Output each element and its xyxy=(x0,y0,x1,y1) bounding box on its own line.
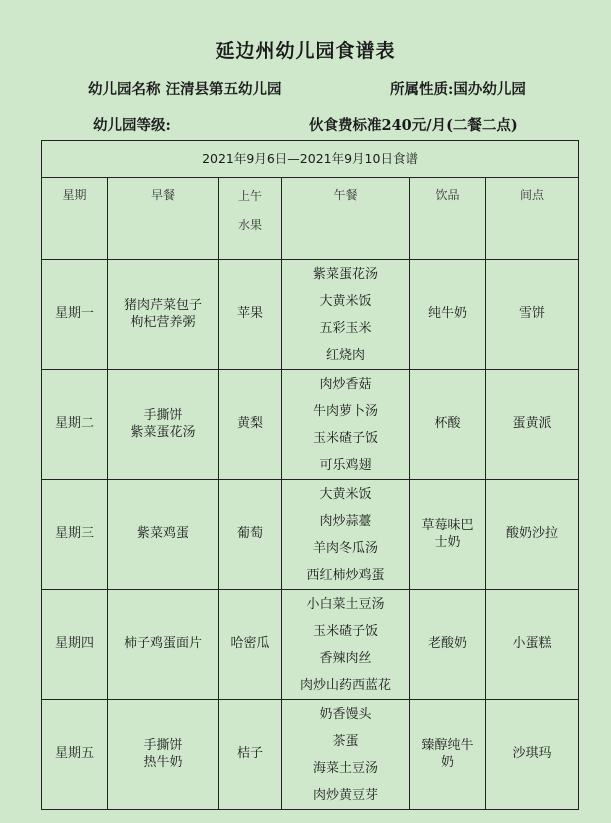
drink-item: 士奶 xyxy=(434,534,461,550)
day-cell: 星期四 xyxy=(42,590,108,700)
lunch-item: 香辣肉丝 xyxy=(319,650,372,666)
header-fruit xyxy=(219,178,282,260)
drink-item: 纯牛奶 xyxy=(427,306,467,322)
kindergarten-type xyxy=(390,78,526,99)
header-breakfast: 早餐 xyxy=(108,178,219,260)
drink-item: 老酸奶 xyxy=(427,636,467,652)
fruit-cell: 桔子 xyxy=(219,700,282,810)
snack-cell: 雪饼 xyxy=(486,260,579,370)
snack-cell: 酸奶沙拉 xyxy=(486,480,579,590)
lunch-item: 红烧肉 xyxy=(325,347,365,363)
fruit-cell: 葡萄 xyxy=(219,480,282,590)
lunch-item: 肉炒香菇 xyxy=(319,376,372,392)
date-range-row xyxy=(42,141,579,178)
day-cell: 星期一 xyxy=(42,260,108,370)
weekly-menu-table xyxy=(41,140,579,810)
table-row xyxy=(42,590,579,700)
lunch-item: 大黄米饭 xyxy=(319,486,372,502)
breakfast-item: 猪肉芹菜包子 xyxy=(123,298,202,314)
lunch-cell xyxy=(282,700,410,810)
header-lunch: 午餐 xyxy=(282,178,410,260)
lunch-cell xyxy=(282,480,410,590)
breakfast-cell xyxy=(108,260,219,370)
lunch-item: 奶香馒头 xyxy=(319,706,372,722)
table-row xyxy=(42,480,579,590)
drink-cell xyxy=(410,260,486,370)
lunch-item: 五彩玉米 xyxy=(319,320,372,336)
breakfast-item: 手撕饼 xyxy=(143,738,183,754)
drink-item: 杯酸 xyxy=(434,416,461,432)
lunch-item: 茶蛋 xyxy=(332,733,359,749)
breakfast-item: 热牛奶 xyxy=(143,754,183,770)
lunch-item: 西红柿炒鸡蛋 xyxy=(306,567,385,583)
header-day: 星期 xyxy=(42,178,108,260)
breakfast-cell xyxy=(108,700,219,810)
snack-cell: 小蛋糕 xyxy=(486,590,579,700)
breakfast-cell xyxy=(108,480,219,590)
drink-item: 奶 xyxy=(440,754,454,770)
date-range: 2021年9月6日—2021年9月10日食谱 xyxy=(42,141,579,178)
lunch-cell xyxy=(282,370,410,480)
table-row xyxy=(42,700,579,810)
breakfast-cell xyxy=(108,590,219,700)
lunch-item: 肉炒黄豆芽 xyxy=(312,787,378,803)
snack-cell: 沙琪玛 xyxy=(486,700,579,810)
breakfast-item: 紫菜鸡蛋 xyxy=(136,526,189,542)
fruit-cell: 哈密瓜 xyxy=(219,590,282,700)
lunch-item: 海菜土豆汤 xyxy=(312,760,378,776)
header-fruit-line2: 水果 xyxy=(237,217,262,232)
fruit-cell: 黄梨 xyxy=(219,370,282,480)
meal-fee-label: 伙食费标准 xyxy=(309,117,382,134)
table-row xyxy=(42,260,579,370)
meal-fee-value: 240元/月(二餐二点) xyxy=(381,117,518,134)
lunch-cell xyxy=(282,260,410,370)
day-cell: 星期二 xyxy=(42,370,108,480)
header-drink: 饮品 xyxy=(410,178,486,260)
lunch-item: 牛肉萝卜汤 xyxy=(312,403,378,419)
header-snack: 间点 xyxy=(486,178,579,260)
table-row xyxy=(42,370,579,480)
kindergarten-name xyxy=(88,78,282,99)
kindergarten-name-value: 汪清县第五幼儿园 xyxy=(165,81,282,98)
lunch-item: 玉米碴子饭 xyxy=(312,623,378,639)
fruit-cell: 苹果 xyxy=(219,260,282,370)
kindergarten-level-label: 幼儿园等级: xyxy=(93,117,171,134)
lunch-item: 羊肉冬瓜汤 xyxy=(312,540,378,556)
drink-item: 草莓味巴 xyxy=(421,518,474,534)
drink-cell xyxy=(410,700,486,810)
kindergarten-type-value: 国办幼儿园 xyxy=(453,81,526,98)
lunch-cell xyxy=(282,590,410,700)
kindergarten-level xyxy=(93,114,171,135)
header-fruit-line1: 上午 xyxy=(237,189,262,203)
lunch-item: 紫菜蛋花汤 xyxy=(312,266,378,282)
kindergarten-type-label: 所属性质: xyxy=(390,81,454,98)
day-cell: 星期五 xyxy=(42,700,108,810)
breakfast-item: 紫菜蛋花汤 xyxy=(130,424,196,440)
lunch-item: 肉炒蒜薹 xyxy=(319,513,372,529)
page-title: 延边州幼儿园食谱表 xyxy=(215,40,396,62)
lunch-item: 可乐鸡翅 xyxy=(319,457,372,473)
kindergarten-name-label: 幼儿园名称 xyxy=(88,81,161,98)
breakfast-item: 枸杞营养粥 xyxy=(130,314,196,330)
lunch-item: 玉米碴子饭 xyxy=(312,430,378,446)
drink-item: 臻醇纯牛 xyxy=(421,738,474,754)
breakfast-item: 手撕饼 xyxy=(143,408,183,424)
day-cell: 星期三 xyxy=(42,480,108,590)
meal-fee-standard xyxy=(309,114,518,135)
lunch-item: 肉炒山药西蓝花 xyxy=(299,677,391,693)
header-row xyxy=(42,178,579,260)
breakfast-cell xyxy=(108,370,219,480)
lunch-item: 小白菜土豆汤 xyxy=(306,596,385,612)
snack-cell: 蛋黄派 xyxy=(486,370,579,480)
lunch-item: 大黄米饭 xyxy=(319,293,372,309)
breakfast-item: 柿子鸡蛋面片 xyxy=(123,636,202,652)
drink-cell xyxy=(410,480,486,590)
drink-cell xyxy=(410,370,486,480)
drink-cell xyxy=(410,590,486,700)
